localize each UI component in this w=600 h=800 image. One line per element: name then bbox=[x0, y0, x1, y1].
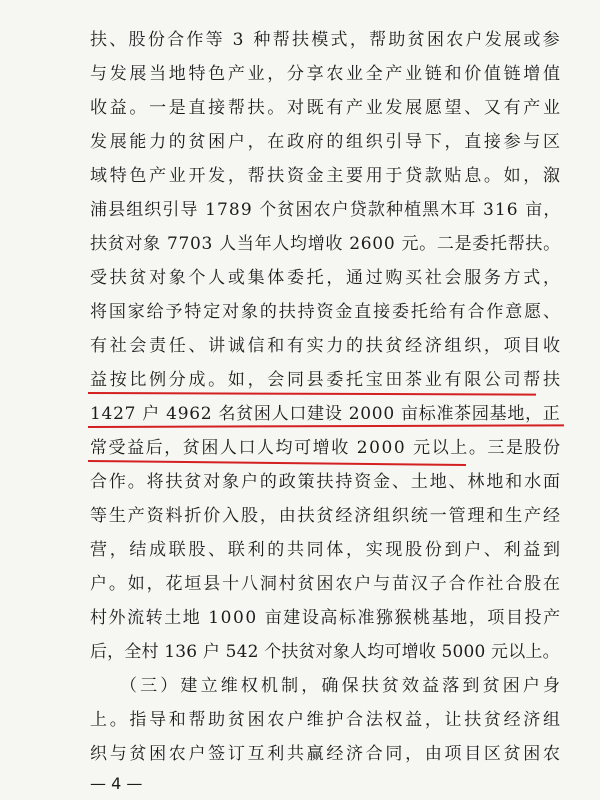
line-15: 等生产资料折价入股，由扶贫经济组织统一管理和生产经 bbox=[90, 506, 562, 526]
page-number: — 4 — bbox=[90, 774, 143, 793]
line-5: 域特色产业开发，帮扶资金主要用于贷款贴息。如，溆 bbox=[90, 166, 563, 186]
line-22: 织与贫困农户签订互利共赢经济合同，由项目区贫困农 bbox=[90, 744, 563, 764]
red-underline-2 bbox=[88, 424, 564, 428]
line-16: 营，结成联股、联利的共同体，实现股份到户、利益到 bbox=[90, 540, 563, 560]
line-20: （三）建立维权机制，确保扶贫效益落到贫困户身 bbox=[120, 676, 564, 696]
line-18: 村外流转土地 1000 亩建设高标准猕猴桃基地，项目投产 bbox=[90, 608, 562, 628]
line-17: 户。如，花垣县十八洞村贫困农户与苗汉子合作社合股在 bbox=[90, 574, 562, 594]
red-underline-3 bbox=[88, 460, 466, 466]
line-9: 将国家给予特定对象的扶持资金直接委托给有合作意愿、 bbox=[90, 302, 562, 322]
line-21: 上。指导和帮助贫困农户维护合法权益，让扶贫经济组 bbox=[90, 710, 563, 730]
line-1: 扶、股份合作等 3 种帮扶模式，帮助贫困农户发展或参 bbox=[90, 30, 562, 50]
line-19: 后，全村 136 户 542 个扶贫对象人均可增收 5000 元以上。 bbox=[90, 642, 560, 662]
line-14: 合作。将扶贫对象户的政策扶持资金、土地、林地和水面 bbox=[90, 472, 562, 492]
line-6: 浦县组织引导 1789 个贫困农户贷款种植黑木耳 316 亩， bbox=[90, 200, 562, 220]
line-13: 常受益后，贫困人口人均可增收 2000 元以上。三是股份 bbox=[90, 438, 562, 458]
line-10: 有社会责任、讲诚信和有实力的扶贫经济组织，项目收 bbox=[90, 336, 563, 356]
red-underline-1 bbox=[88, 392, 536, 396]
line-2: 与发展当地特色产业，分享农业全产业链和价值链增值 bbox=[90, 64, 563, 84]
line-11: 益按比例分成。如，会同县委托宝田茶业有限公司帮扶 bbox=[90, 370, 563, 390]
line-7: 扶贫对象 7703 人当年人均增收 2600 元。二是委托帮扶。 bbox=[90, 234, 561, 254]
line-4: 发展能力的贫困户，在政府的组织引导下，直接参与区 bbox=[90, 132, 563, 152]
line-8: 受扶贫对象个人或集体委托，通过购买社会服务方式， bbox=[90, 268, 563, 288]
line-12: 1427 户 4962 名贫困人口建设 2000 亩标准茶园基地，正 bbox=[90, 404, 561, 424]
line-3: 收益。一是直接帮扶。对既有产业发展愿望、又有产业 bbox=[90, 98, 563, 118]
